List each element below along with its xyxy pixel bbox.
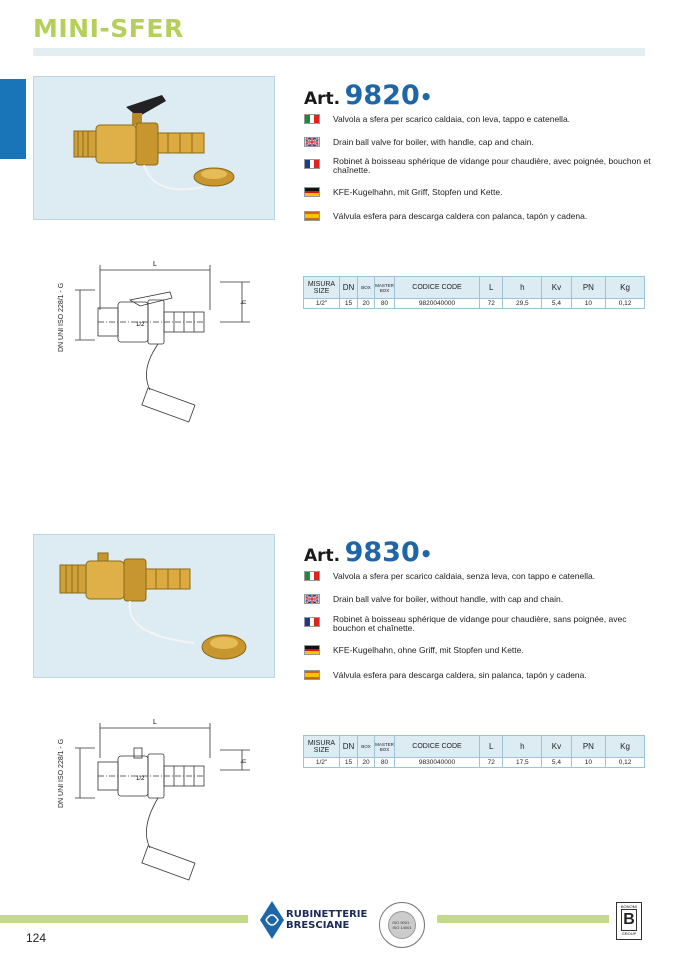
size-label: 1/2 [136, 776, 145, 782]
dn-label: DN UNI ISO 228/1 - G [58, 282, 65, 352]
bonomi-group-logo [616, 902, 642, 940]
logo-line1: RUBINETTERIE [286, 909, 368, 920]
logo-line2: BRESCIANE [286, 920, 350, 931]
cell: 80 [375, 299, 395, 309]
col-h: h [503, 277, 542, 299]
flag-france-icon [304, 617, 320, 627]
l-dimension-label: L [153, 261, 157, 268]
cell: 9820040000 [395, 299, 480, 309]
article-heading-9820 [304, 80, 433, 111]
dn-label: DN UNI ISO 228/1 - G [58, 738, 65, 808]
cell: 10 [571, 299, 605, 309]
col-code: CODICE CODE [395, 277, 480, 299]
col-kv: Kv [542, 736, 571, 758]
description-text: Drain ball valve for boiler, with handle, cap and chain. [333, 137, 534, 147]
flag-france-icon [304, 159, 320, 169]
description-row-fr [304, 159, 320, 169]
iso-badge-text: ISO 9001 · ISO 14001 [388, 911, 416, 939]
flag-italy-icon [304, 114, 320, 124]
cell: 10 [571, 758, 605, 768]
col-pn: PN [571, 277, 605, 299]
footer-bar-right [437, 915, 609, 923]
col-dn: DN [340, 277, 358, 299]
table-row [304, 299, 645, 309]
description-text: Robinet à boisseau sphérique de vidange pour chaudière, avec poignée, bouchon et chaînette. [333, 156, 651, 175]
col-h: h [503, 736, 542, 758]
description-text: Valvola a sfera per scarico caldaia, con leva, tappo e catenella. [333, 114, 571, 124]
description-row-it [304, 571, 320, 581]
cell: 20 [358, 299, 375, 309]
article-heading-9830 [304, 537, 433, 568]
description-row-gb [304, 137, 320, 147]
description-text: KFE-Kugelhahn, mit Griff, Stopfen und Kette. [333, 187, 503, 197]
col-kv: Kv [542, 277, 571, 299]
cell: 0,12 [606, 299, 645, 309]
flag-uk-icon [304, 594, 320, 604]
flag-spain-icon [304, 211, 320, 221]
cell: 72 [480, 299, 503, 309]
art-prefix: Art. [304, 546, 341, 566]
technical-drawing-9830 [70, 718, 260, 888]
description-row-gb [304, 594, 320, 604]
description-row-de [304, 645, 320, 655]
col-box: BOX [358, 277, 375, 299]
product-photo-9830 [33, 534, 275, 678]
col-pn: PN [571, 736, 605, 758]
l-dimension-label: L [153, 719, 157, 726]
col-kg: Kg [606, 736, 645, 758]
col-kg: Kg [606, 277, 645, 299]
flag-germany-icon [304, 645, 320, 655]
art-number: 9820 [344, 80, 420, 111]
cell: 0,12 [606, 758, 645, 768]
group-bottom: GROUP [621, 931, 637, 936]
valve-photo-icon [34, 535, 276, 679]
iso-certification-badge [379, 902, 425, 948]
flag-spain-icon [304, 670, 320, 680]
cell: 72 [480, 758, 503, 768]
col-dn: DN [340, 736, 358, 758]
art-number: 9830 [344, 537, 420, 568]
cell: 15 [340, 758, 358, 768]
col-master-box: MASTER BOX [375, 736, 395, 758]
group-letter: B [621, 909, 637, 931]
cell: 5,4 [542, 299, 571, 309]
spec-table-9830 [303, 735, 645, 768]
description-text: Robinet à boisseau sphérique de vidange pour chaudière, sans poignée, avec bouchon et chaînette. [333, 614, 627, 633]
col-size: MISURA SIZE [304, 277, 340, 299]
section-tab [0, 79, 26, 159]
flag-italy-icon [304, 571, 320, 581]
flag-germany-icon [304, 187, 320, 197]
cell: 17,5 [503, 758, 542, 768]
technical-drawing-9820 [70, 260, 260, 430]
table-row [304, 758, 645, 768]
description-text: Válvula esfera para descarga caldera con palanca, tapón y cadena. [333, 211, 588, 221]
description-row-fr [304, 617, 320, 627]
description-row-de [304, 187, 320, 197]
product-photo-9820 [33, 76, 275, 220]
col-l: L [480, 277, 503, 299]
col-code: CODICE CODE [395, 736, 480, 758]
cell: 20 [358, 758, 375, 768]
footer-bar-left [0, 915, 248, 923]
description-row-es [304, 670, 320, 680]
art-dot: • [419, 85, 433, 109]
page-title: MINI-SFER [33, 14, 184, 43]
size-label: 1/2 [136, 322, 145, 328]
cell: 5,4 [542, 758, 571, 768]
rubinetterie-logo-icon [259, 900, 285, 940]
h-dimension-label: h [241, 300, 248, 304]
description-row-es [304, 211, 320, 221]
description-text: KFE-Kugelhahn, ohne Griff, mit Stopfen und Kette. [333, 645, 524, 655]
cell: 1/2" [304, 758, 340, 768]
art-dot: • [419, 542, 433, 566]
h-dimension-label: h [241, 759, 248, 763]
description-text: Drain ball valve for boiler, without handle, with cap and chain. [333, 594, 564, 604]
cell: 1/2" [304, 299, 340, 309]
group-top: BONOMI [620, 904, 638, 909]
col-box: BOX [358, 736, 375, 758]
art-prefix: Art. [304, 89, 341, 109]
col-l: L [480, 736, 503, 758]
description-text: Valvola a sfera per scarico caldaia, senza leva, con tappo e catenella. [333, 571, 596, 581]
cell: 80 [375, 758, 395, 768]
title-divider [33, 48, 645, 56]
valve-photo-icon [34, 77, 276, 221]
spec-table-9820 [303, 276, 645, 309]
cell: 9830040000 [395, 758, 480, 768]
cell: 29,5 [503, 299, 542, 309]
description-row-it [304, 114, 320, 124]
description-text: Válvula esfera para descarga caldera, sin palanca, tapón y cadena. [333, 670, 587, 680]
col-master-box: MASTER BOX [375, 277, 395, 299]
cell: 15 [340, 299, 358, 309]
col-size: MISURA SIZE [304, 736, 340, 758]
flag-uk-icon [304, 137, 320, 147]
page-number: 124 [26, 931, 47, 945]
